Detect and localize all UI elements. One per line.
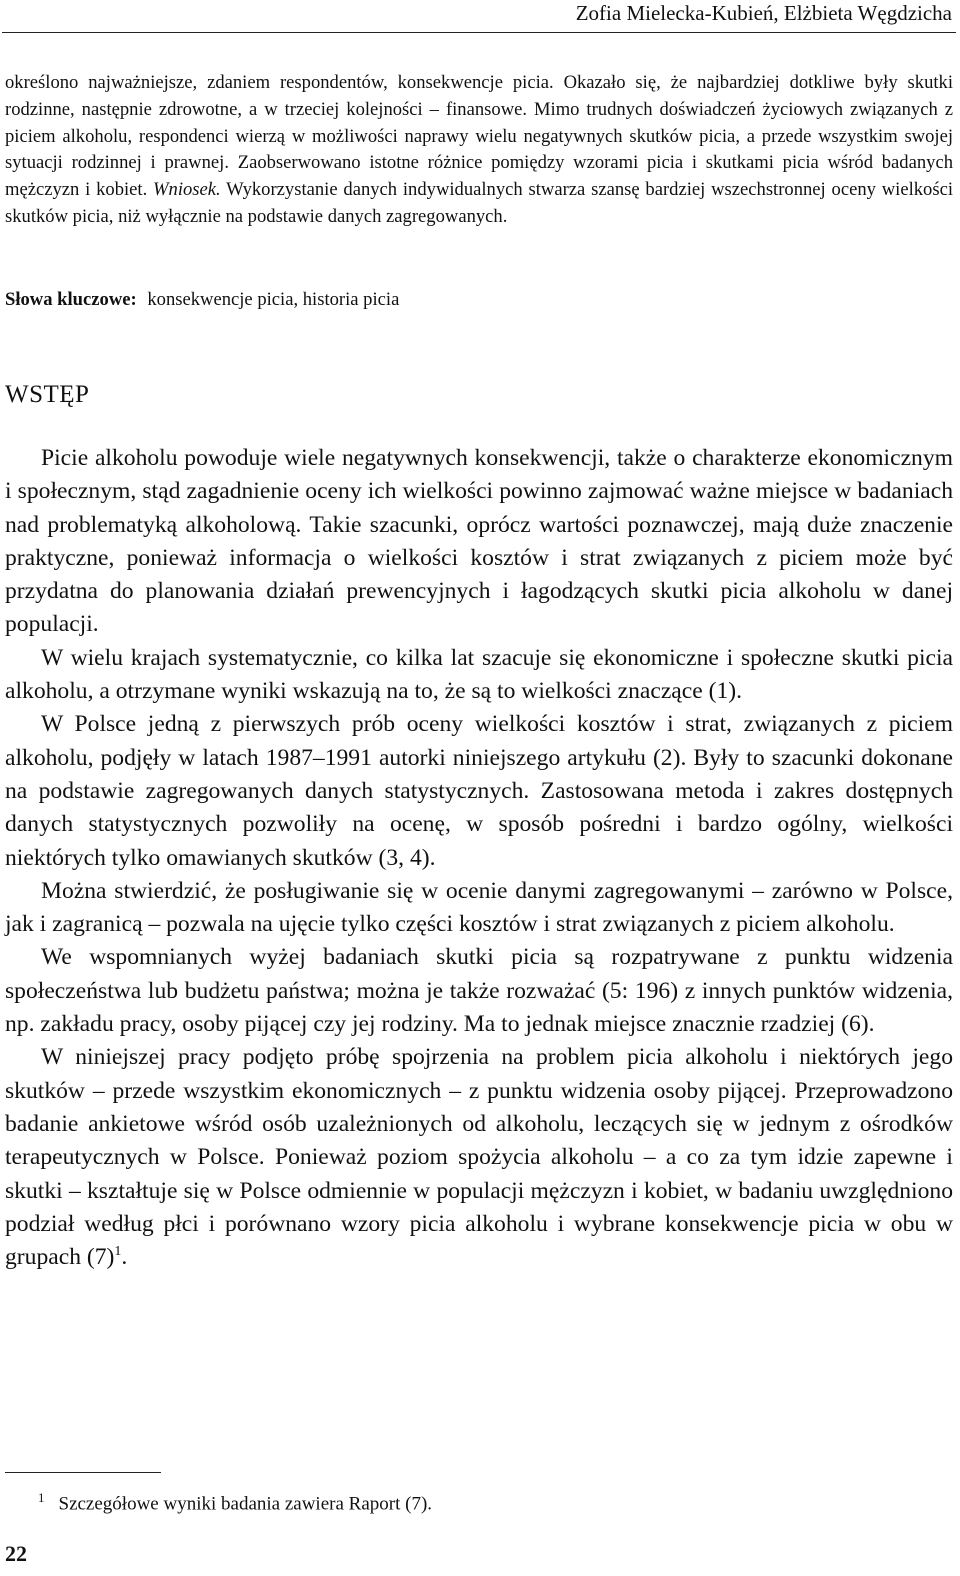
page-number: 22 <box>5 1541 27 1566</box>
body-paragraph-5: We wspomnianych wyżej badaniach skutki picia są rozpatrywane z punktu widzenia społeczeństwa lub budżetu państwa; można je także rozważać (5: 196) z innych punktów widzenia, np. zakładu pracy, osoby pijącej czy jej rodziny. Ma to jednak miejsce znacznie rzadziej (6). <box>5 944 953 1038</box>
keywords-value: konsekwencje picia, historia picia <box>147 289 400 310</box>
abstract-text: określono najważniejsze, zdaniem respondentów, konsekwencje picia. Okazało się, że najbardziej dotkliwe były skutki rodzinne, następnie zdrowotne, a w trzeciej kolejności – finansowe. Mimo trudnych doświadczeń życiowych związanych z piciem alkoholu, respondenci wierzą w możliwości naprawy wielu negatywnych skutków picia, a przede wszystkim swojej sytuacji rodzinnej i prawnej. Zaobserwowano istotne różnice pomiędzy wzorami picia i skutkami picia wśród badanych mężczyzn i kobiet. <box>5 72 953 201</box>
body-paragraph-2: W wielu krajach systematycznie, co kilka lat szacuje się ekonomiczne i społeczne skutki picia alkoholu, a otrzymane wyniki wskazują na to, że są to wielkości znaczące (1). <box>5 644 953 705</box>
body-paragraph-6-text: W niniejszej pracy podjęto próbę spojrzenia na problem picia alkoholu i niektórych jego skutków – przede wszystkim ekonomicznych – z punktu widzenia osoby pijącej. Przeprowadzono badanie ankietowe wśród osób uzależnionych od alkoholu, leczących się w jednym z ośrodków terapeutycznych w Polsce. Ponieważ poziom spożycia alkoholu – a co za tym idzie zapewne i skutki – kształtuje się w Polsce odmiennie w populacji mężczyzn i kobiet, w badaniu uwzględniono podział według płci i porównano wzory picia alkoholu i wybrane konsekwencje picia w obu w grupach (7) <box>5 1044 953 1271</box>
section-title: WSTĘP <box>5 381 90 408</box>
keywords <box>5 287 399 313</box>
body-paragraph-3: W Polsce jedną z pierwszych prób oceny wielkości kosztów i strat, związanych z piciem alkoholu, podjęły w latach 1987–1991 autorki niniejszego artykułu (2). Były to szacunki dokonane na podstawie zagregowanych danych statystycznych. Zastosowana metoda i zakres dostępnych danych statystycznych pozwoliły na ocenę, w sposób pośredni i bardzo ogólny, wielkości niektórych tylko omawianych skutków (3, 4). <box>5 711 953 871</box>
footnote-divider <box>5 1472 161 1473</box>
abstract-paragraph <box>5 70 953 231</box>
body-paragraph-6-end: . <box>121 1244 128 1271</box>
running-header-author: Zofia Mielecka-Kubień, Elżbieta Węgdzicha <box>575 1 952 25</box>
header-divider <box>2 32 956 33</box>
body-text <box>5 442 953 1274</box>
footnote <box>38 1486 432 1516</box>
conclusion-label: Wniosek. <box>153 179 221 201</box>
abstract <box>5 70 953 231</box>
footnote-text: Szczegółowe wyniki badania zawiera Raport (7). <box>58 1493 433 1515</box>
body-paragraph-4: Można stwierdzić, że posługiwanie się w ocenie danymi zagregowanymi – zarówno w Polsce, jak i zagranicą – pozwala na ujęcie tylko części kosztów i strat związanych z piciem alkoholu. <box>5 877 953 938</box>
conclusion-text: Wykorzystanie danych indywidualnych stwarza szansę bardziej wszechstronnej oceny wielkości skutków picia, niż wyłącznie na podstawie danych zagregowanych. <box>5 179 953 227</box>
body-paragraph-1: Picie alkoholu powoduje wiele negatywnych konsekwencji, także o charakterze ekonomicznym i społecznym, stąd zagadnienie oceny ich wielkości powinno zajmować ważne miejsce w badaniach nad problematyką alkoholową. Takie szacunki, oprócz wartości poznawczej, mają duże znaczenie praktyczne, ponieważ informacja o wielkości kosztów i strat związanych z piciem może być przydatna do planowania działań prewencyjnych i łagodzących skutki picia alkoholu w danej populacji. <box>5 445 953 638</box>
footnote-reference[interactable]: 1 <box>114 1244 122 1260</box>
keywords-label: Słowa kluczowe: <box>5 289 137 310</box>
body-paragraph-6 <box>5 1041 953 1274</box>
footnote-mark: 1 <box>38 1490 45 1505</box>
